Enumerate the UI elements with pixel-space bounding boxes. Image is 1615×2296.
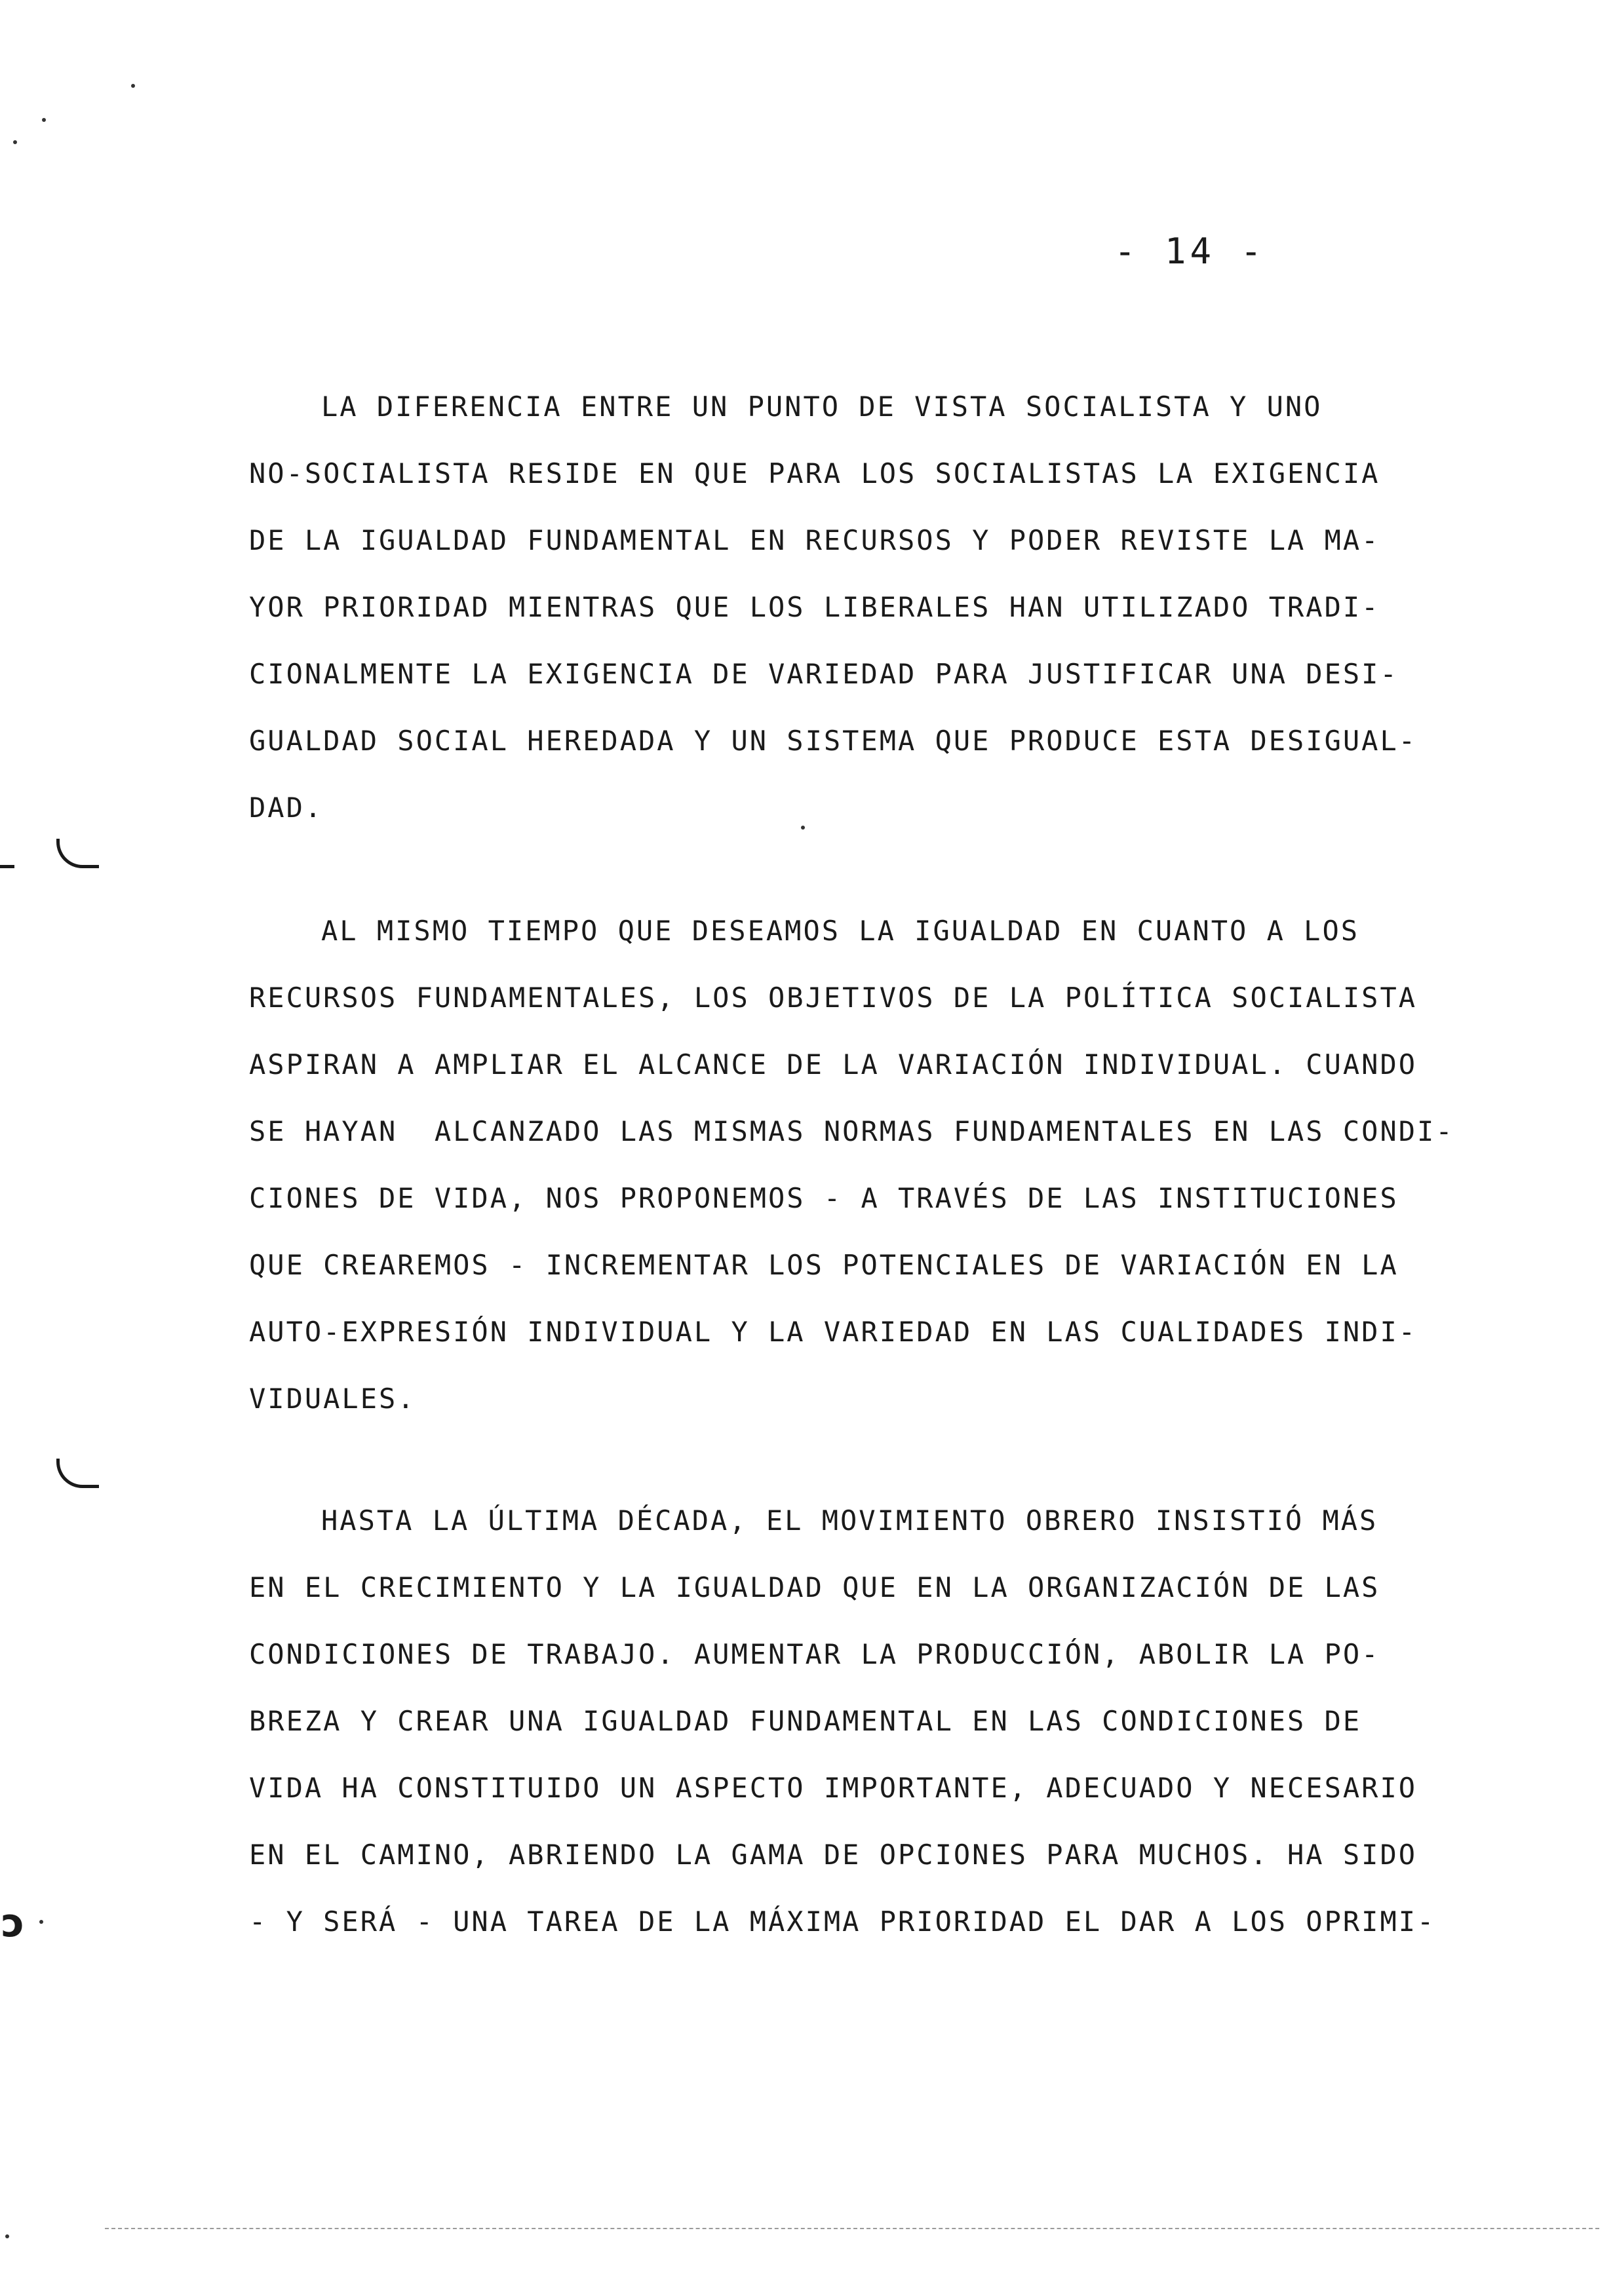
margin-dash-mark	[0, 865, 14, 868]
text-line: DAD.	[249, 792, 324, 824]
text-line: GUALDAD SOCIAL HEREDADA Y UN SISTEMA QUE PRODUCE ESTA DESIGUAL-	[249, 725, 1418, 757]
margin-curve-mark	[56, 1459, 99, 1488]
punch-hole-mark: ↄ	[1, 1900, 25, 1946]
text-line: HASTA LA ÚLTIMA DÉCADA, EL MOVIMIENTO OBRERO INSISTIÓ MÁS	[321, 1504, 1378, 1537]
text-line: NO-SOCIALISTA RESIDE EN QUE PARA LOS SOCIALISTAS LA EXIGENCIA	[249, 457, 1380, 489]
text-line: DE LA IGUALDAD FUNDAMENTAL EN RECURSOS Y PODER REVISTE LA MA-	[249, 524, 1380, 556]
text-line: LA DIFERENCIA ENTRE UN PUNTO DE VISTA SOCIALISTA Y UNO	[321, 391, 1323, 423]
scan-speck	[42, 118, 46, 122]
text-line: YOR PRIORIDAD MIENTRAS QUE LOS LIBERALES HAN UTILIZADO TRADI-	[249, 591, 1380, 623]
text-line: AL MISMO TIEMPO QUE DESEAMOS LA IGUALDAD EN CUANTO A LOS	[321, 915, 1360, 947]
text-line: EN EL CRECIMIENTO Y LA IGUALDAD QUE EN LA ORGANIZACIÓN DE LAS	[249, 1571, 1380, 1603]
margin-curve-mark	[56, 839, 99, 868]
text-line: VIDUALES.	[249, 1383, 416, 1415]
text-line: VIDA HA CONSTITUIDO UN ASPECTO IMPORTANTE, ADECUADO Y NECESARIO	[249, 1772, 1418, 1804]
text-line: ASPIRAN A AMPLIAR EL ALCANCE DE LA VARIACIÓN INDIVIDUAL. CUANDO	[249, 1048, 1418, 1081]
text-line: EN EL CAMINO, ABRIENDO LA GAMA DE OPCIONES PARA MUCHOS. HA SIDO	[249, 1839, 1418, 1871]
scan-speck	[13, 140, 17, 144]
scan-speck	[5, 2234, 9, 2238]
text-line: CIONES DE VIDA, NOS PROPONEMOS - A TRAVÉS DE LAS INSTITUCIONES	[249, 1182, 1399, 1214]
page-number: - 14 -	[1114, 231, 1266, 272]
text-line: CONDICIONES DE TRABAJO. AUMENTAR LA PRODUCCIÓN, ABOLIR LA PO-	[249, 1638, 1380, 1670]
scan-speck	[801, 826, 805, 830]
scan-speck	[131, 84, 135, 88]
text-line: CIONALMENTE LA EXIGENCIA DE VARIEDAD PARA JUSTIFICAR UNA DESI-	[249, 658, 1399, 690]
text-line: SE HAYAN ALCANZADO LAS MISMAS NORMAS FUNDAMENTALES EN LAS CONDI-	[249, 1115, 1454, 1147]
scan-speck	[39, 1920, 43, 1924]
scan-edge-line	[105, 2228, 1599, 2229]
text-line: - Y SERÁ - UNA TAREA DE LA MÁXIMA PRIORIDAD EL DAR A LOS OPRIMI-	[249, 1905, 1436, 1938]
text-line: BREZA Y CREAR UNA IGUALDAD FUNDAMENTAL EN LAS CONDICIONES DE	[249, 1705, 1362, 1737]
text-line: RECURSOS FUNDAMENTALES, LOS OBJETIVOS DE LA POLÍTICA SOCIALISTA	[249, 982, 1418, 1014]
text-line: AUTO-EXPRESIÓN INDIVIDUAL Y LA VARIEDAD EN LAS CUALIDADES INDI-	[249, 1316, 1418, 1348]
text-line: QUE CREAREMOS - INCREMENTAR LOS POTENCIALES DE VARIACIÓN EN LA	[249, 1249, 1399, 1281]
